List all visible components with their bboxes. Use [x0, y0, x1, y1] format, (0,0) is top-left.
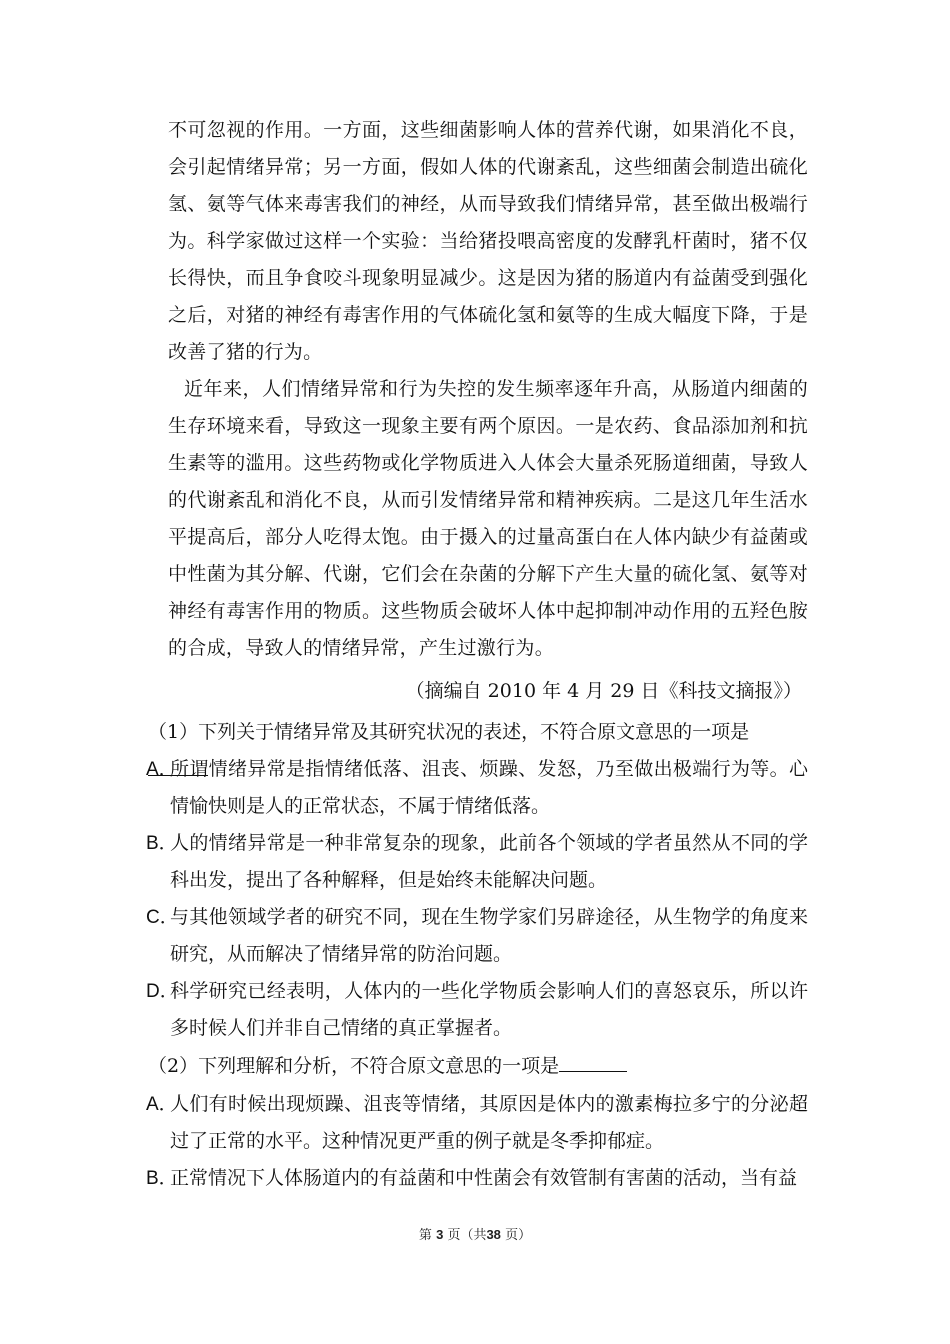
option-text: 所谓情绪异常是指情绪低落、沮丧、烦躁、发怒，乃至做出极端行为等。心情愉快则是人的正常状态，不属于情绪低落。	[170, 758, 808, 817]
question-2-option-a	[146, 1086, 808, 1160]
footer-prefix: 第	[418, 1228, 432, 1243]
option-letter: A．	[146, 759, 178, 780]
question-2-stem	[148, 1047, 808, 1085]
option-text: 科学研究已经表明，人体内的一些化学物质会影响人们的喜怒哀乐，所以许多时候人们并非自己情绪的真正掌握者。	[170, 980, 808, 1039]
footer-page-number: 3	[436, 1227, 444, 1242]
footer-middle: 页（共	[447, 1228, 487, 1243]
passage-paragraph: 不可忽视的作用。一方面，这些细菌影响人体的营养代谢，如果消化不良，会引起情绪异常；另一方面，假如人体的代谢紊乱，这些细菌会制造出硫化氢、氨等气体来毒害我们的神经，从而导致我们情绪异常，甚至做出极端行为。科学家做过这样一个实验：当给猪投喂高密度的发酵乳杆菌时，猪不仅长得快，而且争食咬斗现象明显减少。这是因为猪的肠道内有益菌受到强化之后，对猪的神经有毒害作用的气体硫化氢和氨等的生成大幅度下降，于是改善了猪的行为。	[168, 119, 808, 363]
question-stem-text: （2）下列理解和分析，不符合原文意思的一项是	[148, 1055, 560, 1077]
question-stem-text: （1）下列关于情绪异常及其研究状况的表述，不符合原文意思的一项是	[148, 721, 750, 743]
footer-total-pages: 38	[486, 1227, 501, 1242]
option-letter: C．	[146, 907, 179, 928]
footer-suffix: 页）	[505, 1228, 532, 1243]
option-letter: D．	[146, 981, 179, 1002]
option-letter: A．	[146, 1094, 178, 1115]
passage-source: （摘编自 2010 年 4 月 29 日《科技文摘报》）	[405, 680, 802, 702]
option-text: 与其他领域学者的研究不同，现在生物学家们另辟途径，从生物学的角度来研究，从而解决了情绪异常的防治问题。	[170, 906, 808, 965]
page-footer	[0, 1226, 950, 1245]
passage-paragraph: 近年来，人们情绪异常和行为失控的发生频率逐年升高，从肠道内细菌的生存环境来看，导致这一现象主要有两个原因。一是农药、食品添加剂和抗生素等的滥用。这些药物或化学物质进入人体会大量杀死肠道细菌，导致人的代谢紊乱和消化不良，从而引发情绪异常和精神疾病。二是这几年生活水平提高后，部分人吃得太饱。由于摄入的过量高蛋白在人体内缺少有益菌或中性菌为其分解、代谢，它们会在杂菌的分解下产生大量的硫化氢、氨等对神经有毒害作用的物质。这些物质会破坏人体中起抑制冲动作用的五羟色胺的合成，导致人的情绪异常，产生过激行为。	[168, 378, 808, 659]
question-2-option-b	[146, 1160, 808, 1197]
option-text: 人们有时候出现烦躁、沮丧等情绪，其原因是体内的激素梅拉多宁的分泌超过了正常的水平。这种情况更严重的例子就是冬季抑郁症。	[170, 1093, 808, 1152]
option-letter: B．	[146, 1168, 178, 1189]
question-1-option-c	[146, 899, 808, 973]
answer-blank[interactable]	[559, 1047, 627, 1072]
option-text: 正常情况下人体肠道内的有益菌和中性菌会有效管制有害菌的活动，当有益	[170, 1167, 798, 1189]
option-text: 人的情绪异常是一种非常复杂的现象，此前各个领域的学者虽然从不同的学科出发，提出了各种解释，但是始终未能解决问题。	[170, 832, 808, 891]
question-1-option-b	[146, 825, 808, 899]
passage	[168, 112, 808, 667]
question-1-option-d	[146, 973, 808, 1047]
question-1-option-a	[146, 751, 808, 825]
option-letter: B．	[146, 833, 178, 854]
